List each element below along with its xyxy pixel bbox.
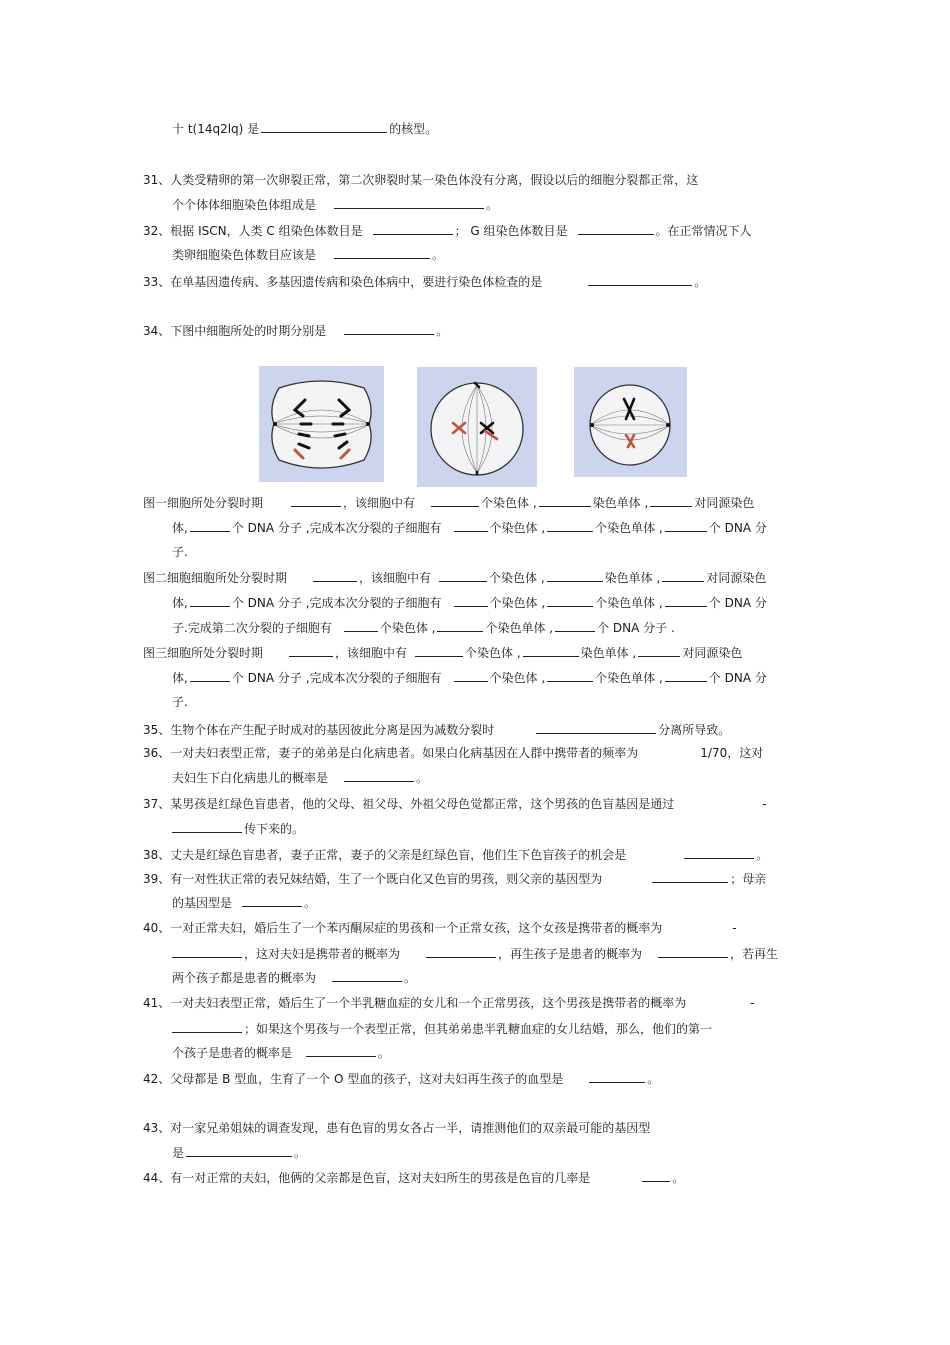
question-42: 42、父母都是 B 型血，生育了一个 O 型血的孩子，这对夫妇再生孩子的血型是 。 bbox=[143, 1072, 660, 1086]
answer-blank[interactable] bbox=[665, 669, 707, 682]
cell-division-figures bbox=[0, 366, 950, 486]
question-40-cont: ，这对夫妇是携带者的概率为 ，再生孩子是患者的概率为 ，若再生 bbox=[172, 945, 778, 962]
answer-blank[interactable] bbox=[665, 519, 707, 532]
answer-blank[interactable] bbox=[172, 945, 242, 958]
question-38: 38、丈夫是红绿色盲患者，妻子正常，妻子的父亲是红绿色盲，他们生下色盲孩子的机会是 。 bbox=[143, 848, 769, 862]
answer-blank[interactable] bbox=[190, 669, 230, 682]
answer-blank[interactable] bbox=[555, 619, 595, 632]
answer-blank[interactable] bbox=[547, 569, 603, 582]
question-36: 36、一对夫妇表型正常，妻子的弟弟是白化病患者。如果白化病基因在人群中携带者的频率为 1/70，这对 bbox=[143, 746, 764, 760]
figure-2-question: 图二细胞细胞所处分裂时期 ，该细胞中有 个染色体 , 染色单体 , 对同源染色 bbox=[143, 571, 767, 585]
question-36-cont: 夫妇生下白化病患儿的概率是 。 bbox=[172, 771, 429, 785]
answer-blank[interactable] bbox=[334, 246, 430, 259]
answer-blank[interactable] bbox=[437, 619, 483, 632]
question-39: 39、有一对性状正常的表兄妹结婚，生了一个既白化又色盲的男孩，则父亲的基因型为 ；母亲 bbox=[143, 872, 767, 886]
answer-blank[interactable] bbox=[454, 594, 488, 607]
answer-blank[interactable] bbox=[426, 945, 496, 958]
question-41-cont-2: 个孩子是患者的概率是 。 bbox=[172, 1046, 391, 1060]
answer-blank[interactable] bbox=[523, 644, 579, 657]
answer-blank[interactable] bbox=[658, 945, 728, 958]
answer-blank[interactable] bbox=[662, 569, 704, 582]
question-31: 31、人类受精卵的第一次卵裂正常，第二次卵裂时某一染色体没有分离，假设以后的细胞分裂都正常，这 bbox=[143, 173, 699, 187]
question-39-cont: 的基因型是 。 bbox=[172, 896, 317, 910]
answer-blank[interactable] bbox=[291, 494, 341, 507]
answer-blank[interactable] bbox=[578, 222, 654, 235]
answer-blank[interactable] bbox=[652, 870, 728, 883]
answer-blank[interactable] bbox=[415, 644, 463, 657]
figure-1-cell-image bbox=[259, 366, 384, 482]
answer-blank[interactable] bbox=[344, 769, 414, 782]
answer-blank[interactable] bbox=[650, 494, 692, 507]
answer-blank[interactable] bbox=[638, 644, 680, 657]
figure-2-question-cont-2: 子.完成第二次分裂的子细胞有 个染色体 , 个染色单体 , 个 DNA 分子 . bbox=[172, 621, 675, 635]
question-43-cont: 是 。 bbox=[172, 1146, 307, 1160]
answer-blank[interactable] bbox=[373, 222, 453, 235]
answer-blank[interactable] bbox=[536, 721, 656, 734]
question-34: 34、下图中细胞所处的时期分别是 。 bbox=[143, 324, 449, 338]
answer-blank[interactable] bbox=[332, 969, 402, 982]
question-32: 32、根据 ISCN，人类 C 组染色体数目是 ； G 组染色体数目是 。在正常情况下人 bbox=[143, 224, 752, 238]
answer-blank[interactable] bbox=[439, 569, 487, 582]
answer-blank[interactable] bbox=[547, 669, 593, 682]
question-37: 37、某男孩是红绿色盲患者，他的父母、祖父母、外祖父母色觉都正常，这个男孩的色盲基因是通过 - bbox=[143, 797, 767, 811]
answer-blank[interactable] bbox=[172, 1020, 242, 1033]
answer-blank[interactable] bbox=[547, 519, 593, 532]
figure-2-cell-image bbox=[417, 367, 537, 487]
answer-blank[interactable] bbox=[589, 1070, 645, 1083]
question-43: 43、对一家兄弟姐妹的调查发现，患有色盲的男女各占一半，请推测他们的双亲最可能的基因型 bbox=[143, 1121, 651, 1135]
answer-blank[interactable] bbox=[642, 1169, 670, 1182]
answer-blank[interactable] bbox=[242, 894, 302, 907]
question-40: 40、一对正常夫妇，婚后生了一个苯丙酮尿症的男孩和一个正常女孩，这个女孩是携带者的概率为 - bbox=[143, 921, 737, 935]
answer-blank[interactable] bbox=[539, 494, 591, 507]
answer-blank[interactable] bbox=[454, 669, 488, 682]
answer-blank[interactable] bbox=[547, 594, 593, 607]
question-41: 41、一对夫妇表型正常，婚后生了一个半乳糖血症的女儿和一个正常男孩，这个男孩是携带者的概率为 - bbox=[143, 996, 755, 1010]
answer-blank[interactable] bbox=[334, 196, 484, 209]
answer-blank[interactable] bbox=[289, 644, 333, 657]
answer-blank[interactable] bbox=[344, 322, 434, 335]
figure-1-question-cont: 体, 个 DNA 分子 ,完成本次分裂的子细胞有 个染色体 , 个染色单体 , 个 DNA 分 bbox=[172, 521, 767, 535]
answer-blank[interactable] bbox=[186, 1144, 292, 1157]
text-line: 十 t(14q2lq) 是 的核型。 bbox=[172, 122, 438, 136]
question-35: 35、生物个体在产生配子时成对的基因彼此分离是因为减数分裂时 分离所导致。 bbox=[143, 723, 731, 737]
figure-3-question-cont: 体, 个 DNA 分子 ,完成本次分裂的子细胞有 个染色体 , 个染色单体 , 个 DNA 分 bbox=[172, 671, 767, 685]
figure-3-question: 图三细胞所处分裂时期 ，该细胞中有 个染色体 , 染色单体 , 对同源染色 bbox=[143, 646, 743, 660]
answer-blank[interactable] bbox=[344, 619, 378, 632]
question-44: 44、有一对正常的夫妇，他俩的父亲都是色盲，这对夫妇所生的男孩是色盲的几率是 。 bbox=[143, 1171, 685, 1185]
answer-blank[interactable] bbox=[431, 494, 479, 507]
answer-blank[interactable] bbox=[190, 594, 230, 607]
question-41-cont: ；如果这个男孩与一个表型正常，但其弟弟患半乳糖血症的女儿结婚，那么，他们的第一 bbox=[172, 1020, 712, 1037]
answer-blank[interactable] bbox=[454, 519, 488, 532]
answer-blank[interactable] bbox=[588, 273, 692, 286]
question-33: 33、在单基因遗传病、多基因遗传病和染色体病中，要进行染色体检查的是 。 bbox=[143, 275, 707, 289]
figure-3-cell-image bbox=[574, 367, 687, 477]
figure-3-question-end: 子. bbox=[172, 695, 188, 709]
answer-blank[interactable] bbox=[684, 846, 754, 859]
answer-blank[interactable] bbox=[172, 820, 242, 833]
question-31-cont: 个个体体细胞染色体组成是 。 bbox=[172, 198, 499, 212]
question-32-cont: 类卵细胞染色体数目应该是 。 bbox=[172, 248, 445, 262]
answer-blank[interactable] bbox=[190, 519, 230, 532]
answer-blank[interactable] bbox=[665, 594, 707, 607]
figure-1-question: 图一细胞所处分裂时期 ，该细胞中有 个染色体 , 染色单体 , 对同源染色 bbox=[143, 496, 755, 510]
answer-blank[interactable] bbox=[313, 569, 357, 582]
figure-2-question-cont: 体, 个 DNA 分子 ,完成本次分裂的子细胞有 个染色体 , 个染色单体 , 个 DNA 分 bbox=[172, 596, 767, 610]
figure-1-question-end: 子. bbox=[172, 545, 188, 559]
question-37-cont: 传下来的。 bbox=[172, 820, 304, 837]
answer-blank[interactable] bbox=[306, 1044, 376, 1057]
answer-blank[interactable] bbox=[261, 120, 387, 133]
question-40-cont-2: 两个孩子都是患者的概率为 。 bbox=[172, 971, 417, 985]
